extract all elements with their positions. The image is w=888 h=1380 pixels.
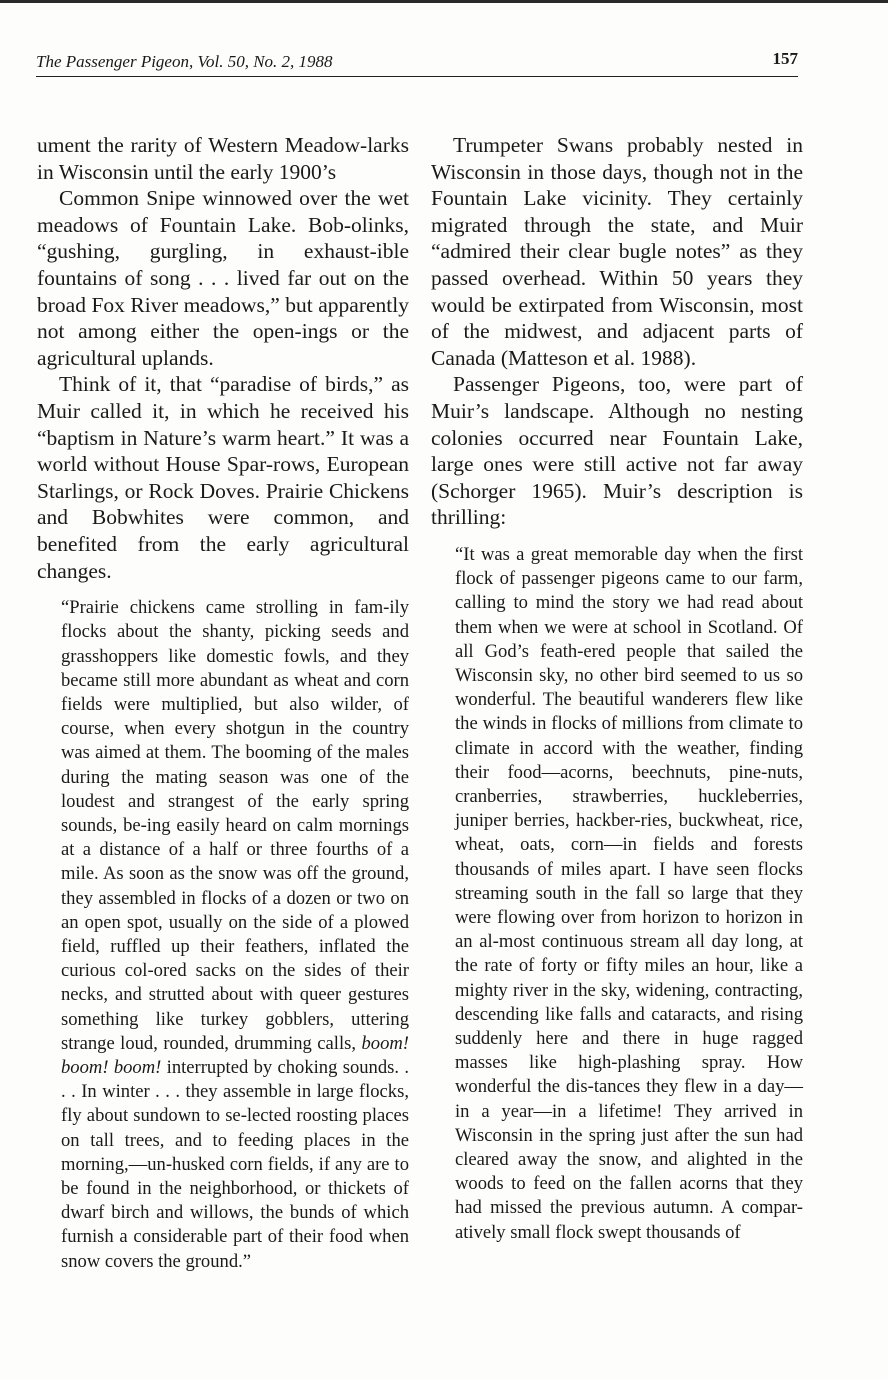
right-column	[431, 132, 803, 1245]
paragraph-passenger-pigeons: Passenger Pigeons, too, were part of Muir’s landscape. Although no nesting colonies occurred near Fountain Lake, large ones were still active not far away (Schorger 1965). Muir’s description is thrilling:	[431, 372, 803, 530]
paragraph-paradise-of-birds: Think of it, that “paradise of birds,” as Muir called it, in which he received his “baptism in Nature’s warm heart.” It was a world without House Spar-rows, European Starlings, or Rock Doves. Prairie Chickens and Bobwhites were common, and benefited from the early agricultural changes.	[37, 372, 409, 583]
quote-text-part-1: “Prairie chickens came strolling in fam-ily flocks about the shanty, picking seeds and grasshoppers like domestic fowls, and they became still more abundant as wheat and corn fields were multiplied, but also wilder, of course, when every shotgun in the country was aimed at them. The booming of the males during the mating season was one of the loudest and strangest of the early spring sounds, be-ing easily heard on calm mornings at a distance of a half or three fourths of a mile. As soon as the snow was off the ground, they assembled in flocks of a dozen or two on an open spot, usually on the side of a plowed field, ruffled up their feathers, inflated the curious col-ored sacks on the sides of their necks, and strutted about with queer gestures something like turkey gobblers, uttering strange loud, rounded, drumming calls,	[61, 597, 409, 1054]
block-quote-prairie-chickens	[61, 596, 409, 1274]
page-number: 157	[772, 49, 798, 68]
paragraph-continued: ument the rarity of Western Meadow-larks in Wisconsin until the early 1900’s	[37, 133, 409, 184]
quote-italic-boom: boom! boom! boom!	[61, 1032, 409, 1078]
running-header	[36, 48, 798, 77]
paragraph-common-snipe: Common Snipe winnowed over the wet meadows of Fountain Lake. Bob-olinks, “gushing, gurgling, in exhaust-ible fountains of song . . . lived far out on the broad Fox River meadows,” but apparently not among either the open-ings or the agricultural uplands.	[37, 186, 409, 370]
journal-citation: The Passenger Pigeon, Vol. 50, No. 2, 1988	[36, 52, 333, 71]
quote-text-part-2: interrupted by choking sounds. . . . In winter . . . they assemble in large flocks, fly about sundown to se-lected roosting places on tall trees, and to feeding places in the morning,—un-husked corn fields, if any are to be found in the neighborhood, or thickets of dwarf birch and willows, the bunds of which furnish a considerable part of their food when snow covers the ground.”	[61, 1056, 409, 1272]
block-quote-passenger-pigeons: “It was a great memorable day when the first flock of passenger pigeons came to our farm, calling to mind the story we had read about them when we were at school in Scotland. Of all God’s feath-ered people that sailed the Wisconsin sky, no other bird seemed to us so wonderful. The beautiful wanderers flew like the winds in flocks of millions from climate to climate in accord with the weather, finding their food—acorns, beechnuts, pine-nuts, cranberries, strawberries, huckleberries, juniper berries, hackber-ries, buckwheat, rice, wheat, oats, corn—in fields and forests thousands of miles apart. I have seen flocks streaming south in the fall so large that they were flowing over from horizon to horizon in an al-most continuous stream all day long, at the rate of forty or fifty miles an hour, like a mighty river in the sky, widening, contracting, descending like falls and cataracts, and rising suddenly here and there in huge ragged masses like high-plashing spray. How wonderful the dis-tances they flew in a day—in a year—in a lifetime! They arrived in Wisconsin in the spring just after the sun had cleared away the snow, and alighted in the woods to feed on the fallen acorns that they had missed the previous autumn. A compar-atively small flock swept thousands of	[455, 543, 803, 1243]
paragraph-trumpeter-swans: Trumpeter Swans probably nested in Wisconsin in those days, though not in the Fountain Lake vicinity. They certainly migrated through the state, and Muir “admired their clear bugle notes” as they passed overhead. Within 50 years they would be extirpated from Wisconsin, most of the midwest, and adjacent parts of Canada (Matteson et al. 1988).	[431, 133, 803, 370]
top-border-rule	[0, 0, 888, 3]
left-column	[37, 132, 409, 1274]
